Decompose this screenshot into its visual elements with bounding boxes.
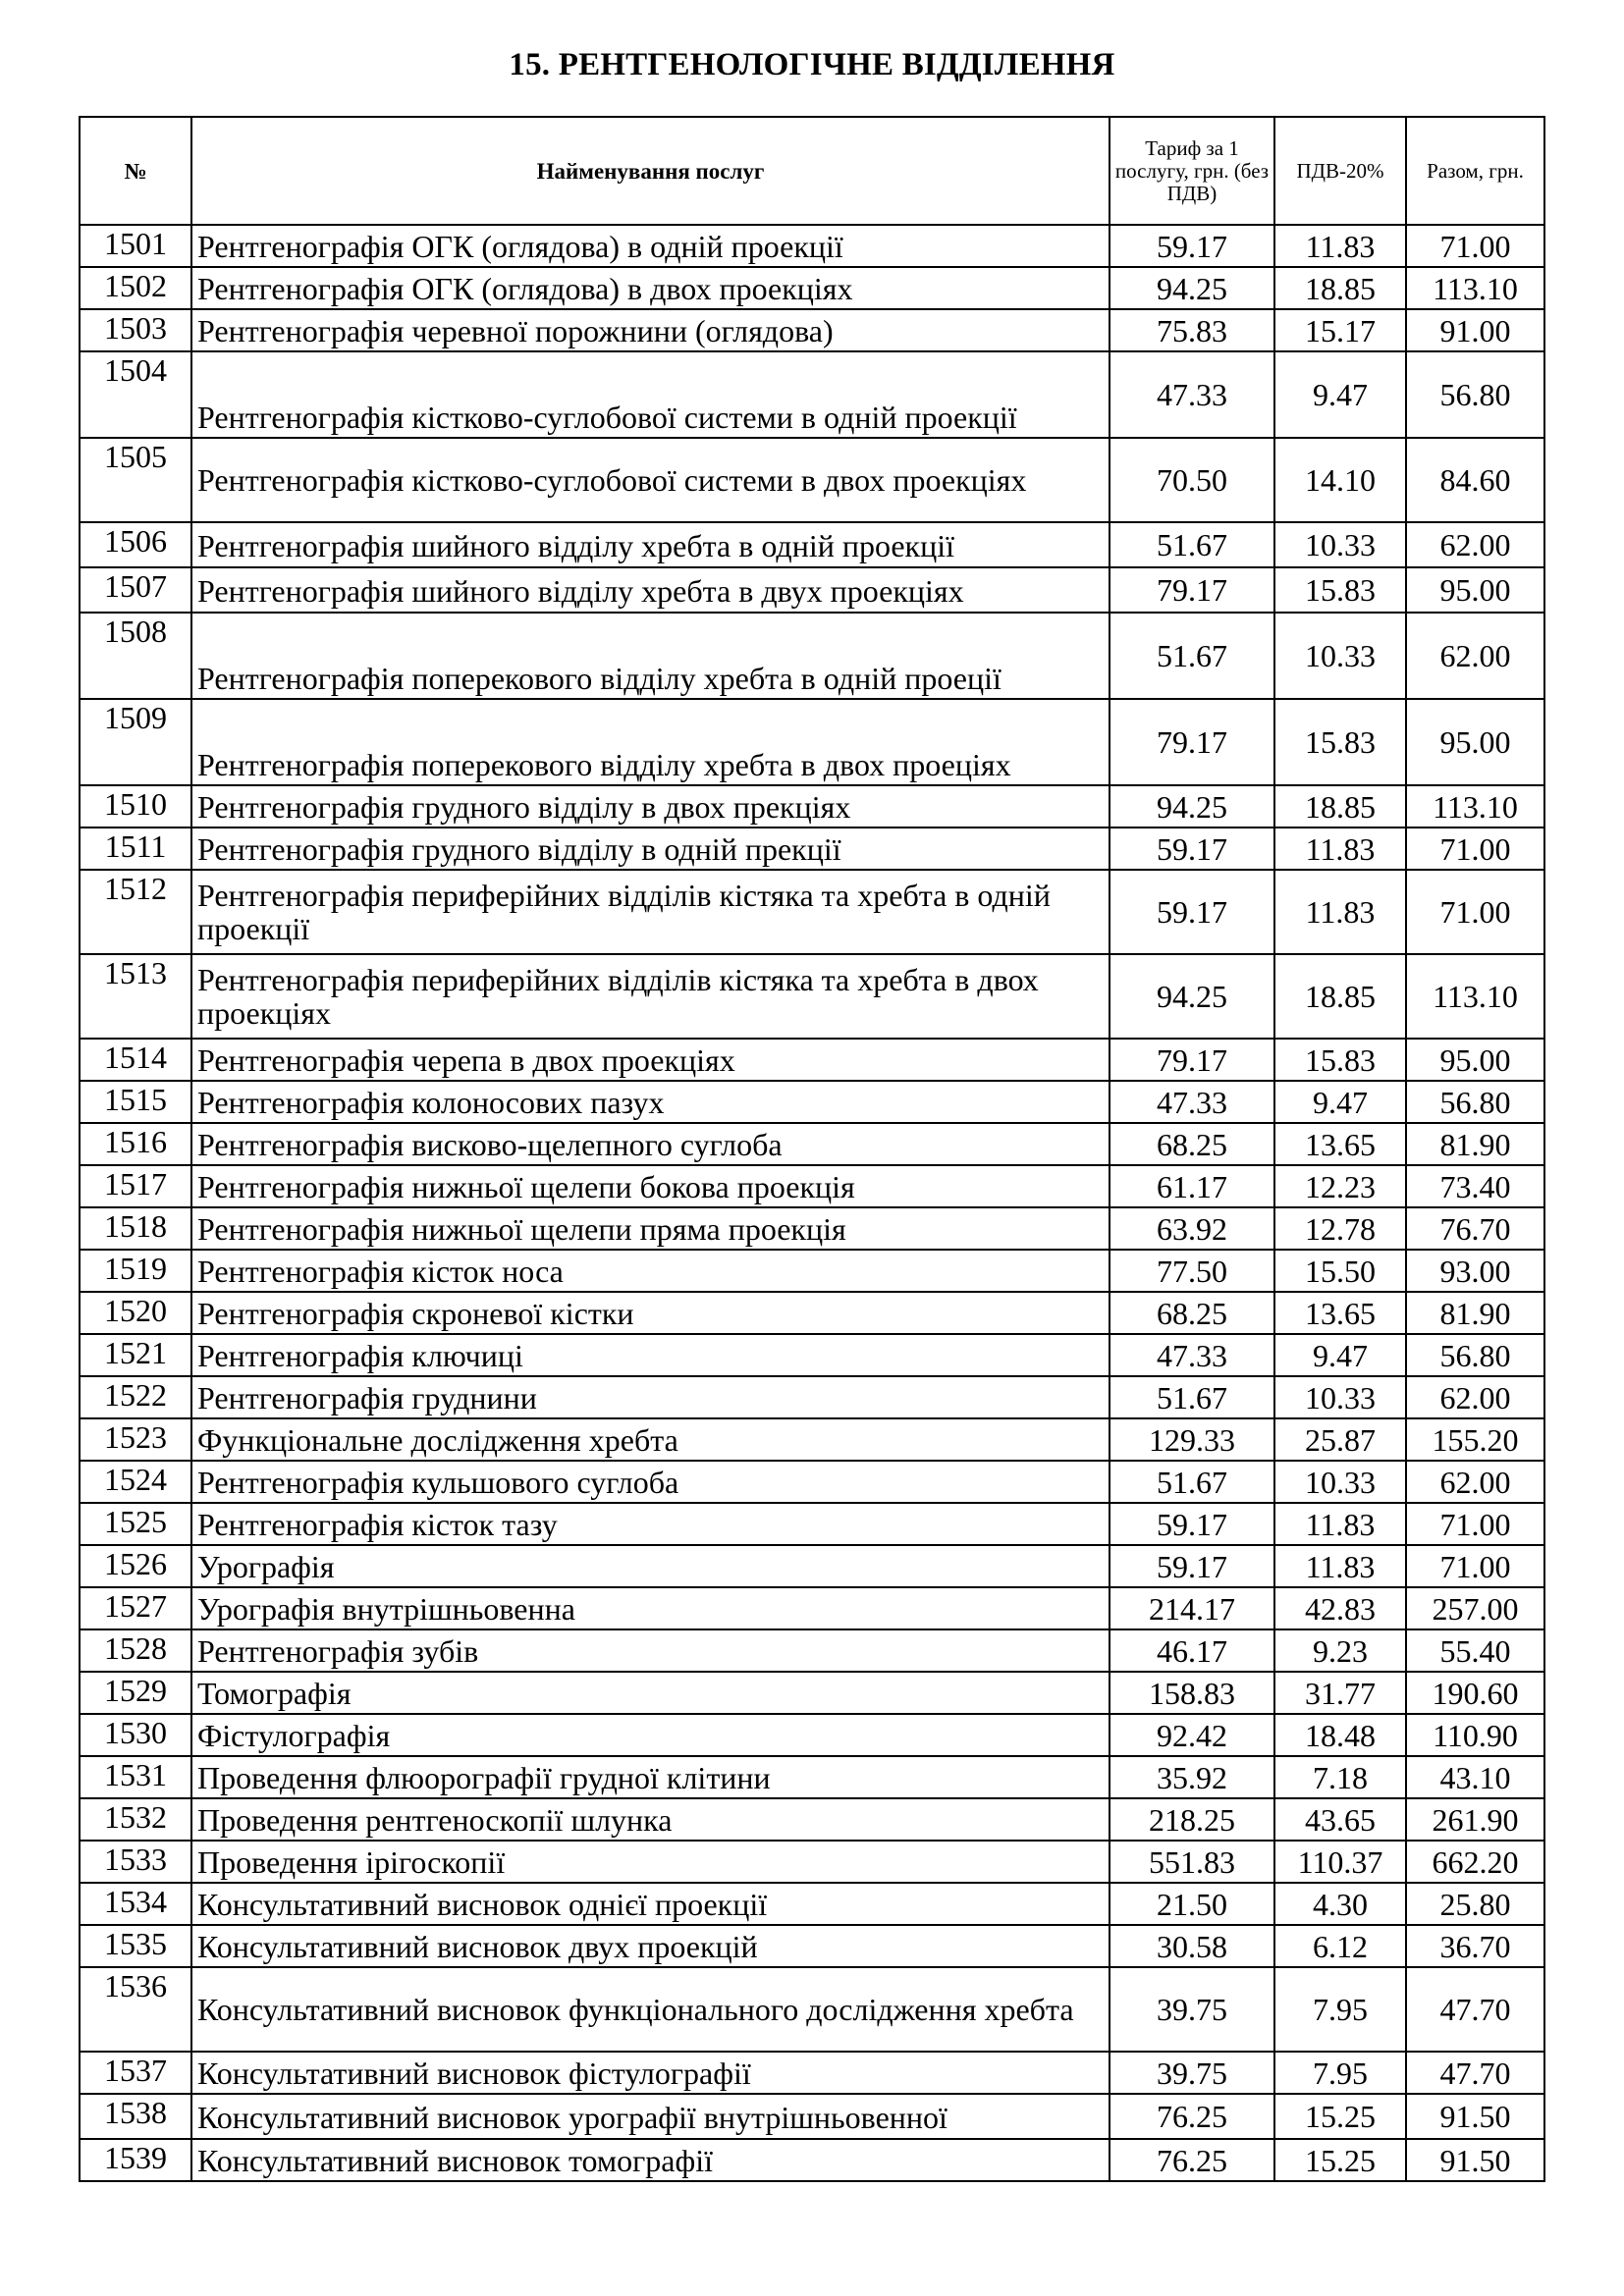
service-tariff: 68.25 xyxy=(1110,1292,1274,1334)
service-name: Рентгенографія грудного відділу в одній прекції xyxy=(191,828,1110,870)
page-title: 15. РЕНТГЕНОЛОГІЧНЕ ВІДДІЛЕННЯ xyxy=(509,47,1115,82)
service-total: 62.00 xyxy=(1406,1461,1544,1503)
service-total: 47.70 xyxy=(1406,2052,1544,2094)
service-name: Рентгенографія поперекового відділу хребта в одній проеції xyxy=(191,613,1110,699)
service-vat: 18.48 xyxy=(1274,1714,1406,1756)
service-vat: 15.50 xyxy=(1274,1250,1406,1292)
service-total: 93.00 xyxy=(1406,1250,1544,1292)
table-row xyxy=(80,1376,1544,1418)
service-total: 56.80 xyxy=(1406,1081,1544,1123)
header-service-name: Найменування послуг xyxy=(191,117,1110,225)
service-total: 155.20 xyxy=(1406,1418,1544,1461)
table-row xyxy=(80,1207,1544,1250)
service-name: Рентгенографія черевної порожнини (оглядова) xyxy=(191,309,1110,351)
table-body xyxy=(80,225,1544,2181)
service-total: 95.00 xyxy=(1406,1039,1544,1081)
service-vat: 18.85 xyxy=(1274,785,1406,828)
table-row xyxy=(80,1123,1544,1165)
service-number: 1506 xyxy=(80,522,191,567)
table-row xyxy=(80,1081,1544,1123)
service-tariff: 59.17 xyxy=(1110,828,1274,870)
service-tariff: 51.67 xyxy=(1110,1461,1274,1503)
service-name: Консультативний висновок двух проекцій xyxy=(191,1925,1110,1967)
service-vat: 10.33 xyxy=(1274,1376,1406,1418)
service-total: 190.60 xyxy=(1406,1672,1544,1714)
service-number: 1533 xyxy=(80,1841,191,1883)
service-vat: 10.33 xyxy=(1274,613,1406,699)
service-total: 113.10 xyxy=(1406,267,1544,309)
service-total: 95.00 xyxy=(1406,699,1544,785)
service-number: 1524 xyxy=(80,1461,191,1503)
service-name: Рентгенографія кульшового суглоба xyxy=(191,1461,1110,1503)
service-name: Фістулографія xyxy=(191,1714,1110,1756)
service-tariff: 51.67 xyxy=(1110,1376,1274,1418)
service-number: 1529 xyxy=(80,1672,191,1714)
service-name: Урографія xyxy=(191,1545,1110,1587)
service-vat: 18.85 xyxy=(1274,267,1406,309)
service-tariff: 551.83 xyxy=(1110,1841,1274,1883)
service-number: 1502 xyxy=(80,267,191,309)
service-vat: 15.17 xyxy=(1274,309,1406,351)
service-tariff: 70.50 xyxy=(1110,438,1274,522)
service-tariff: 63.92 xyxy=(1110,1207,1274,1250)
service-tariff: 76.25 xyxy=(1110,2094,1274,2139)
service-vat: 13.65 xyxy=(1274,1292,1406,1334)
service-number: 1538 xyxy=(80,2094,191,2139)
service-name: Консультативний висновок функціонального дослідження хребта xyxy=(191,1967,1110,2052)
table-row xyxy=(80,522,1544,567)
service-total: 81.90 xyxy=(1406,1123,1544,1165)
service-tariff: 51.67 xyxy=(1110,522,1274,567)
table-row xyxy=(80,1841,1544,1883)
table-row xyxy=(80,1334,1544,1376)
header-number: № xyxy=(80,117,191,225)
service-tariff: 92.42 xyxy=(1110,1714,1274,1756)
service-tariff: 77.50 xyxy=(1110,1250,1274,1292)
table-row xyxy=(80,870,1544,954)
table-row xyxy=(80,267,1544,309)
service-tariff: 59.17 xyxy=(1110,870,1274,954)
service-total: 55.40 xyxy=(1406,1629,1544,1672)
service-total: 71.00 xyxy=(1406,225,1544,267)
service-number: 1527 xyxy=(80,1587,191,1629)
service-number: 1505 xyxy=(80,438,191,522)
header-tariff: Тариф за 1 послугу, грн. (без ПДВ) xyxy=(1110,117,1274,225)
service-total: 261.90 xyxy=(1406,1798,1544,1841)
service-number: 1516 xyxy=(80,1123,191,1165)
table-row xyxy=(80,1925,1544,1967)
service-name: Консультативний висновок однієї проекції xyxy=(191,1883,1110,1925)
service-tariff: 47.33 xyxy=(1110,351,1274,438)
table-header-row xyxy=(80,117,1544,225)
service-number: 1517 xyxy=(80,1165,191,1207)
service-total: 110.90 xyxy=(1406,1714,1544,1756)
service-name: Рентгенографія периферійних відділів кістяка та хребта в одній проекції xyxy=(191,870,1110,954)
service-total: 95.00 xyxy=(1406,567,1544,613)
service-name: Рентгенографія скроневої кістки xyxy=(191,1292,1110,1334)
service-total: 71.00 xyxy=(1406,1503,1544,1545)
service-vat: 10.33 xyxy=(1274,522,1406,567)
table-row xyxy=(80,309,1544,351)
service-total: 71.00 xyxy=(1406,1545,1544,1587)
service-tariff: 39.75 xyxy=(1110,2052,1274,2094)
service-number: 1525 xyxy=(80,1503,191,1545)
service-number: 1539 xyxy=(80,2139,191,2181)
service-tariff: 61.17 xyxy=(1110,1165,1274,1207)
service-vat: 14.10 xyxy=(1274,438,1406,522)
service-vat: 9.47 xyxy=(1274,1334,1406,1376)
service-vat: 7.95 xyxy=(1274,1967,1406,2052)
service-number: 1503 xyxy=(80,309,191,351)
service-total: 43.10 xyxy=(1406,1756,1544,1798)
service-name: Рентгенографія шийного відділу хребта в одній проекції xyxy=(191,522,1110,567)
table-row xyxy=(80,2139,1544,2181)
service-tariff: 47.33 xyxy=(1110,1081,1274,1123)
service-name: Рентгенографія висково-щелепного суглоба xyxy=(191,1123,1110,1165)
service-name: Рентгенографія нижньої щелепи бокова проекція xyxy=(191,1165,1110,1207)
service-number: 1507 xyxy=(80,567,191,613)
service-tariff: 46.17 xyxy=(1110,1629,1274,1672)
service-total: 62.00 xyxy=(1406,1376,1544,1418)
service-vat: 9.47 xyxy=(1274,1081,1406,1123)
service-total: 62.00 xyxy=(1406,613,1544,699)
service-name: Рентгенографія ключиці xyxy=(191,1334,1110,1376)
service-vat: 15.25 xyxy=(1274,2094,1406,2139)
service-tariff: 75.83 xyxy=(1110,309,1274,351)
service-total: 71.00 xyxy=(1406,870,1544,954)
service-number: 1526 xyxy=(80,1545,191,1587)
service-name: Томографія xyxy=(191,1672,1110,1714)
table-row xyxy=(80,1418,1544,1461)
service-total: 113.10 xyxy=(1406,954,1544,1039)
service-total: 84.60 xyxy=(1406,438,1544,522)
service-name: Консультативний висновок урографії внутрішньовенної xyxy=(191,2094,1110,2139)
service-vat: 31.77 xyxy=(1274,1672,1406,1714)
table-row xyxy=(80,828,1544,870)
service-name: Рентгенографія нижньої щелепи пряма проекція xyxy=(191,1207,1110,1250)
service-total: 662.20 xyxy=(1406,1841,1544,1883)
service-vat: 11.83 xyxy=(1274,870,1406,954)
table-row xyxy=(80,954,1544,1039)
service-number: 1523 xyxy=(80,1418,191,1461)
service-name: Рентгенографія кісток тазу xyxy=(191,1503,1110,1545)
table-row xyxy=(80,1039,1544,1081)
service-number: 1511 xyxy=(80,828,191,870)
service-tariff: 35.92 xyxy=(1110,1756,1274,1798)
service-tariff: 76.25 xyxy=(1110,2139,1274,2181)
service-total: 36.70 xyxy=(1406,1925,1544,1967)
service-vat: 7.95 xyxy=(1274,2052,1406,2094)
service-total: 25.80 xyxy=(1406,1883,1544,1925)
service-number: 1537 xyxy=(80,2052,191,2094)
service-name: Рентгенографія грудного відділу в двох прекціях xyxy=(191,785,1110,828)
service-total: 62.00 xyxy=(1406,522,1544,567)
service-tariff: 59.17 xyxy=(1110,1545,1274,1587)
service-name: Рентгенографія зубів xyxy=(191,1629,1110,1672)
service-tariff: 94.25 xyxy=(1110,785,1274,828)
price-table xyxy=(79,116,1545,2182)
service-tariff: 158.83 xyxy=(1110,1672,1274,1714)
service-vat: 43.65 xyxy=(1274,1798,1406,1841)
table-row xyxy=(80,1883,1544,1925)
service-vat: 11.83 xyxy=(1274,225,1406,267)
service-name: Рентгенографія черепа в двох проекціях xyxy=(191,1039,1110,1081)
service-number: 1510 xyxy=(80,785,191,828)
service-tariff: 129.33 xyxy=(1110,1418,1274,1461)
service-total: 73.40 xyxy=(1406,1165,1544,1207)
service-tariff: 39.75 xyxy=(1110,1967,1274,2052)
service-vat: 13.65 xyxy=(1274,1123,1406,1165)
table-row xyxy=(80,1165,1544,1207)
table-row xyxy=(80,1587,1544,1629)
service-vat: 9.23 xyxy=(1274,1629,1406,1672)
table-row xyxy=(80,1756,1544,1798)
service-number: 1535 xyxy=(80,1925,191,1967)
table-row xyxy=(80,438,1544,522)
service-tariff: 51.67 xyxy=(1110,613,1274,699)
service-vat: 4.30 xyxy=(1274,1883,1406,1925)
service-number: 1521 xyxy=(80,1334,191,1376)
service-vat: 6.12 xyxy=(1274,1925,1406,1967)
service-vat: 18.85 xyxy=(1274,954,1406,1039)
table-row xyxy=(80,1629,1544,1672)
service-name: Проведення флюорографії грудної клітини xyxy=(191,1756,1110,1798)
service-name: Урографія внутрішньовенна xyxy=(191,1587,1110,1629)
service-tariff: 218.25 xyxy=(1110,1798,1274,1841)
service-vat: 110.37 xyxy=(1274,1841,1406,1883)
service-total: 91.50 xyxy=(1406,2139,1544,2181)
service-number: 1534 xyxy=(80,1883,191,1925)
table-row xyxy=(80,1714,1544,1756)
service-name: Рентгенографія груднини xyxy=(191,1376,1110,1418)
service-number: 1518 xyxy=(80,1207,191,1250)
service-name: Проведення рентгеноскопії шлунка xyxy=(191,1798,1110,1841)
service-tariff: 68.25 xyxy=(1110,1123,1274,1165)
service-total: 91.00 xyxy=(1406,309,1544,351)
service-vat: 11.83 xyxy=(1274,828,1406,870)
service-vat: 11.83 xyxy=(1274,1503,1406,1545)
service-total: 56.80 xyxy=(1406,1334,1544,1376)
table-row xyxy=(80,1503,1544,1545)
service-tariff: 79.17 xyxy=(1110,567,1274,613)
service-number: 1536 xyxy=(80,1967,191,2052)
table-row xyxy=(80,1672,1544,1714)
service-number: 1514 xyxy=(80,1039,191,1081)
service-vat: 15.83 xyxy=(1274,567,1406,613)
table-row xyxy=(80,613,1544,699)
service-total: 47.70 xyxy=(1406,1967,1544,2052)
service-tariff: 214.17 xyxy=(1110,1587,1274,1629)
service-total: 71.00 xyxy=(1406,828,1544,870)
service-vat: 25.87 xyxy=(1274,1418,1406,1461)
service-tariff: 21.50 xyxy=(1110,1883,1274,1925)
service-total: 257.00 xyxy=(1406,1587,1544,1629)
service-name: Рентгенографія колоносових пазух xyxy=(191,1081,1110,1123)
service-vat: 42.83 xyxy=(1274,1587,1406,1629)
service-tariff: 59.17 xyxy=(1110,225,1274,267)
service-name: Рентгенографія поперекового відділу хребта в двох проеціях xyxy=(191,699,1110,785)
service-number: 1519 xyxy=(80,1250,191,1292)
header-vat: ПДВ-20% xyxy=(1274,117,1406,225)
service-vat: 7.18 xyxy=(1274,1756,1406,1798)
service-vat: 15.83 xyxy=(1274,1039,1406,1081)
service-name: Функціональне дослідження хребта xyxy=(191,1418,1110,1461)
table-row xyxy=(80,1545,1544,1587)
service-number: 1520 xyxy=(80,1292,191,1334)
table-row xyxy=(80,785,1544,828)
service-number: 1522 xyxy=(80,1376,191,1418)
service-tariff: 79.17 xyxy=(1110,699,1274,785)
service-vat: 11.83 xyxy=(1274,1545,1406,1587)
table-row xyxy=(80,351,1544,438)
service-tariff: 47.33 xyxy=(1110,1334,1274,1376)
service-number: 1512 xyxy=(80,870,191,954)
table-row xyxy=(80,1250,1544,1292)
service-name: Рентгенографія шийного відділу хребта в двух проекціях xyxy=(191,567,1110,613)
service-total: 76.70 xyxy=(1406,1207,1544,1250)
service-vat: 9.47 xyxy=(1274,351,1406,438)
service-total: 56.80 xyxy=(1406,351,1544,438)
service-number: 1501 xyxy=(80,225,191,267)
service-name: Проведення ірігоскопії xyxy=(191,1841,1110,1883)
service-number: 1509 xyxy=(80,699,191,785)
service-vat: 15.25 xyxy=(1274,2139,1406,2181)
table-row xyxy=(80,1967,1544,2052)
service-name: Рентгенографія кістково-суглобової системи в одній проекції xyxy=(191,351,1110,438)
service-tariff: 94.25 xyxy=(1110,267,1274,309)
table-row xyxy=(80,699,1544,785)
service-number: 1528 xyxy=(80,1629,191,1672)
service-vat: 15.83 xyxy=(1274,699,1406,785)
service-number: 1513 xyxy=(80,954,191,1039)
service-vat: 12.23 xyxy=(1274,1165,1406,1207)
service-number: 1515 xyxy=(80,1081,191,1123)
service-name: Рентгенографія ОГК (оглядова) в двох проекціях xyxy=(191,267,1110,309)
service-name: Консультативний висновок фістулографії xyxy=(191,2052,1110,2094)
service-total: 91.50 xyxy=(1406,2094,1544,2139)
header-total: Разом, грн. xyxy=(1406,117,1544,225)
table-row xyxy=(80,1461,1544,1503)
service-number: 1504 xyxy=(80,351,191,438)
service-number: 1531 xyxy=(80,1756,191,1798)
service-number: 1532 xyxy=(80,1798,191,1841)
service-name: Рентгенографія ОГК (оглядова) в одній проекції xyxy=(191,225,1110,267)
service-vat: 10.33 xyxy=(1274,1461,1406,1503)
table-row xyxy=(80,225,1544,267)
service-total: 113.10 xyxy=(1406,785,1544,828)
service-vat: 12.78 xyxy=(1274,1207,1406,1250)
service-name: Рентгенографія периферійних відділів кістяка та хребта в двох проекціях xyxy=(191,954,1110,1039)
service-name: Рентгенографія кісток носа xyxy=(191,1250,1110,1292)
table-row xyxy=(80,1798,1544,1841)
table-row xyxy=(80,2094,1544,2139)
table-row xyxy=(80,567,1544,613)
service-total: 81.90 xyxy=(1406,1292,1544,1334)
service-name: Консультативний висновок томографії xyxy=(191,2139,1110,2181)
service-tariff: 30.58 xyxy=(1110,1925,1274,1967)
service-tariff: 59.17 xyxy=(1110,1503,1274,1545)
table-row xyxy=(80,1292,1544,1334)
service-tariff: 79.17 xyxy=(1110,1039,1274,1081)
service-number: 1530 xyxy=(80,1714,191,1756)
service-name: Рентгенографія кістково-суглобової системи в двох проекціях xyxy=(191,438,1110,522)
service-number: 1508 xyxy=(80,613,191,699)
service-tariff: 94.25 xyxy=(1110,954,1274,1039)
table-row xyxy=(80,2052,1544,2094)
